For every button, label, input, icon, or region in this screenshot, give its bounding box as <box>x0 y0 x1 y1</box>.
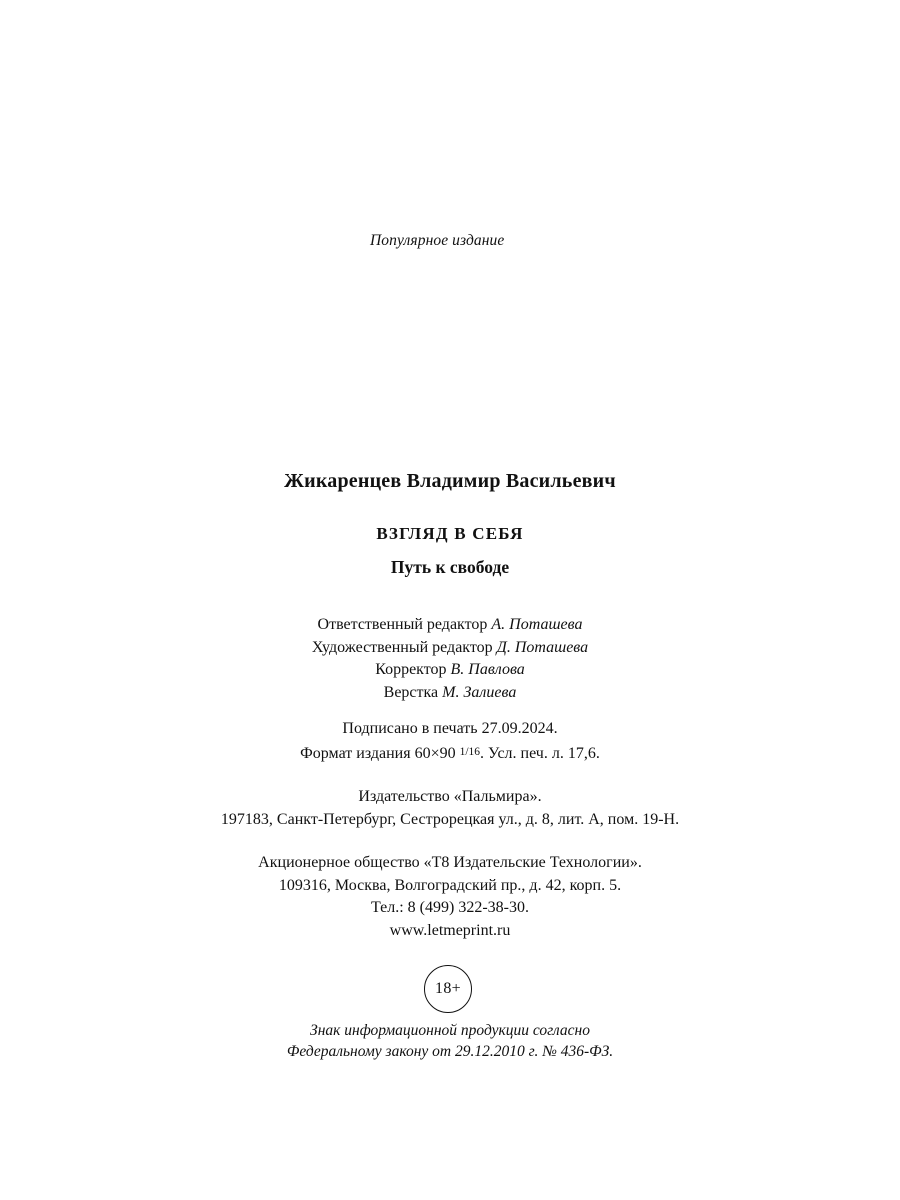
credit-role: Художественный редактор <box>311 638 497 656</box>
publisher-name: Издательство «Пальмира». <box>358 788 542 805</box>
age-rating-badge <box>424 965 472 1013</box>
signed-date: Подписано в печать 27.09.2024. <box>342 720 558 737</box>
credit-line <box>0 682 900 705</box>
format-line <box>0 741 900 766</box>
credit-line <box>0 659 900 682</box>
credits-block <box>0 614 900 704</box>
credit-role: Корректор <box>375 661 451 678</box>
edition-type: Популярное издание <box>370 232 505 249</box>
legal-note-line-1: Знак информационной продукции согласно <box>310 1022 590 1039</box>
book-subtitle: Путь к свободе <box>390 557 510 577</box>
format-suffix: . Усл. печ. л. 17,6. <box>480 744 600 762</box>
credit-name: А. Поташева <box>491 616 583 633</box>
format-fraction: 1/16 <box>459 745 481 758</box>
credit-role: Ответственный редактор <box>317 616 492 633</box>
legal-note-line-2: Федеральному закону от 29.12.2010 г. № 436-ФЗ. <box>286 1043 614 1060</box>
format-prefix: Формат издания 60×90 <box>300 744 460 762</box>
printer-website: www.letmeprint.ru <box>389 921 511 939</box>
credit-name: В. Павлова <box>450 661 525 678</box>
credit-line <box>0 614 900 637</box>
publisher-block <box>0 786 900 831</box>
publisher-address: 197183, Санкт-Петербург, Сестрорецкая ул., д. 8, лит. А, пом. 19-Н. <box>220 810 680 828</box>
author-name: Жикаренцев Владимир Васильевич <box>284 470 616 492</box>
credit-role: Верстка <box>383 683 443 701</box>
credit-line <box>0 637 900 660</box>
credit-name: Д. Поташева <box>496 638 589 656</box>
credit-name: М. Залиева <box>442 683 517 701</box>
printer-phone: Тел.: 8 (499) 322-38-30. <box>370 899 529 916</box>
legal-note-block <box>0 1020 900 1062</box>
printer-address: 109316, Москва, Волгоградский пр., д. 42, корп. 5. <box>278 876 622 894</box>
printer-block <box>0 852 900 942</box>
book-title: ВЗГЛЯД В СЕБЯ <box>376 524 524 543</box>
print-info-block <box>0 718 900 765</box>
printer-name: Акционерное общество «Т8 Издательские Технологии». <box>258 854 642 871</box>
age-rating-label: 18+ <box>435 980 461 997</box>
